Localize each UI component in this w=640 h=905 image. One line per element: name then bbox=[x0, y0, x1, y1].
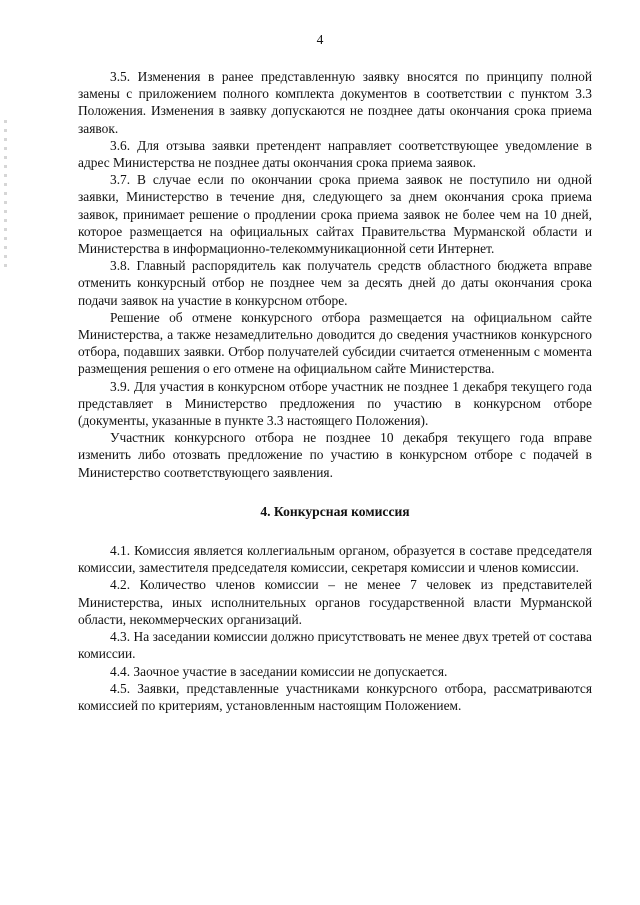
paragraph-3-9-participant: Участник конкурсного отбора не позднее 10 декабря текущего года вправе изменить либо отозвать предложение по участию в конкурсном отборе с подачей в Министерство соответствующего заявления. bbox=[78, 430, 592, 480]
paragraph-3-8-decision: Решение об отмене конкурсного отбора размещается на официальном сайте Министерства, а также незамедлительно доводится до сведения участников конкурсного отбора, подавших заявки. Отбор получателей субсидии считается отмененным с момента размещения решения о его отмене на официальном сайте Министерства. bbox=[78, 309, 592, 377]
document-body bbox=[78, 68, 592, 714]
paragraph-4-2: 4.2. Количество членов комиссии – не менее 7 человек из представителей Министерства, иных исполнительных органов государственной власти Мурманской области, некоммерческих организаций. bbox=[78, 577, 592, 627]
scan-margin-artifact bbox=[4, 120, 7, 270]
paragraph-4-4: 4.4. Заочное участие в заседании комиссии не допускается. bbox=[110, 663, 448, 679]
paragraph-4-5: 4.5. Заявки, представленные участниками конкурсного отбора, рассматриваются комиссией по критериям, установленным настоящим Положением. bbox=[78, 680, 592, 713]
paragraph-4-1: 4.1. Комиссия является коллегиальным органом, образуется в составе председателя комиссии, заместителя председателя комиссии, секретаря комиссии и членов комиссии. bbox=[78, 543, 592, 576]
paragraph-3-7: 3.7. В случае если по окончании срока приема заявок не поступило ни одной заявки, Министерство в течение дня, следующего за днем окончания срока приема заявок, принимает решение о продлении срока приема заявок не более чем на 10 дней, которое размещается на официальных сайтах Правительства Мурманской области и Министерства в информационно-телекоммуникационной сети Интернет. bbox=[78, 172, 592, 257]
paragraph-3-8: 3.8. Главный распорядитель как получатель средств областного бюджета вправе отменить конкурсный отбор не позднее чем за десять дней до даты окончания срока подачи заявок на участие в конкурсном отборе. bbox=[78, 258, 592, 308]
paragraph-3-9: 3.9. Для участия в конкурсном отборе участник не позднее 1 декабря текущего года представляет в Министерство предложения по участию в конкурсном отборе (документы, указанные в пункте 3.3 настоящего Положения). bbox=[78, 378, 592, 429]
page-number: 4 bbox=[316, 32, 324, 47]
paragraph-3-5: 3.5. Изменения в ранее представленную заявку вносятся по принципу полной замены с приложением полного комплекта документов в соответствии с пунктом 3.3 Положения. Изменения в заявку допускаются не позднее даты окончания срока приема заявок. bbox=[78, 69, 592, 136]
section-title-commission: 4. Конкурсная комиссия bbox=[260, 503, 410, 519]
paragraph-3-6: 3.6. Для отзыва заявки претендент направляет соответствующее уведомление в адрес Министерства не позднее даты окончания срока приема заявок. bbox=[78, 137, 592, 171]
paragraph-4-3: 4.3. На заседании комиссии должно присутствовать не менее двух третей от состава комиссии. bbox=[78, 629, 592, 662]
